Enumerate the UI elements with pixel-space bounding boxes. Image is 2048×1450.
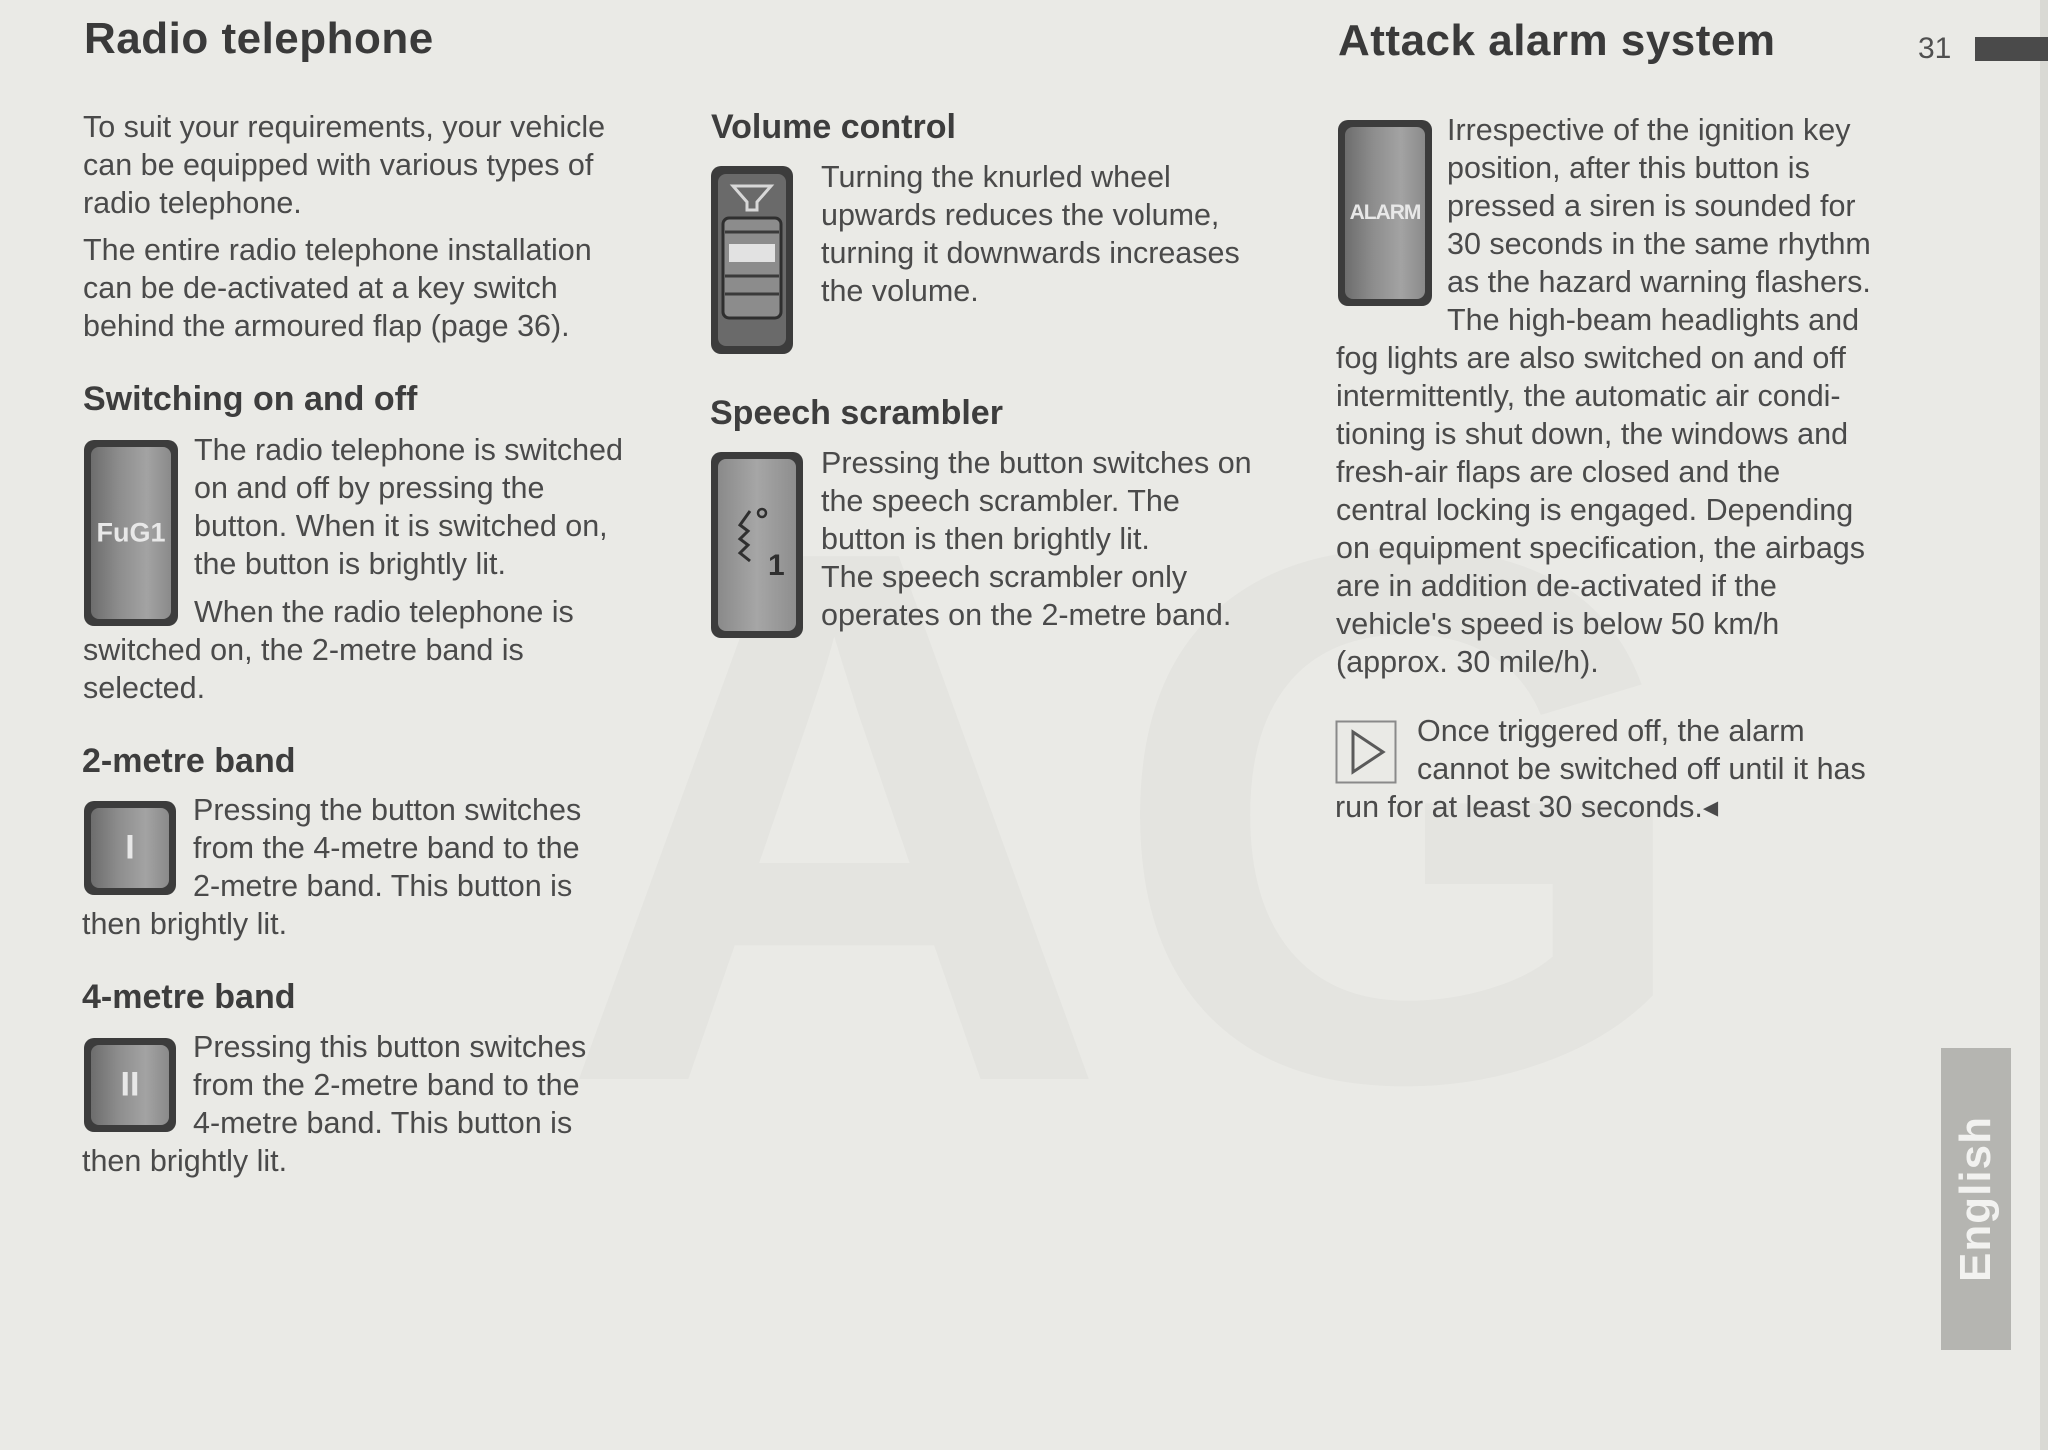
page-marker-bar — [1975, 37, 2048, 61]
volume-wheel-graphic — [711, 166, 793, 354]
band2-icon-label: I — [125, 828, 135, 867]
text-line: the speech scrambler. The — [821, 484, 1180, 518]
volume-text — [821, 158, 1301, 310]
alarm-note-text — [1335, 712, 1955, 826]
text-line: then brightly lit. — [82, 1144, 288, 1178]
text-line: on and off by pressing the — [194, 471, 545, 505]
text-line: radio telephone. — [83, 186, 302, 220]
text-line: on equipment specification, the airbags — [1336, 531, 1865, 565]
radio-intro-paragraph-2 — [83, 231, 683, 345]
attack-alarm-title: Attack alarm system — [1338, 16, 1776, 65]
volume-heading: Volume control — [711, 108, 956, 146]
text-line: as the hazard warning flashers. — [1447, 265, 1871, 299]
page-edge — [2040, 0, 2048, 1450]
text-line: cannot be switched off until it has — [1417, 752, 1866, 786]
text-line: (approx. 30 mile/h). — [1336, 645, 1599, 679]
band4-icon-label: II — [120, 1065, 140, 1104]
language-tab-label: English — [1951, 1116, 2000, 1282]
speech-scrambler-text — [821, 444, 1321, 634]
band2-heading: 2-metre band — [82, 742, 296, 780]
text-line: switched on, the 2-metre band is — [83, 633, 524, 667]
text-line: 4-metre band. This button is — [193, 1106, 573, 1140]
page-number: 31 — [1918, 32, 1952, 65]
text-line: pressed a siren is sounded for — [1447, 189, 1856, 223]
text-line: can be de-activated at a key switch — [83, 271, 558, 305]
text-line: can be equipped with various types of — [83, 148, 594, 182]
text-line: the button is brightly lit. — [194, 547, 506, 581]
text-line: button is then brightly lit. — [821, 522, 1150, 556]
text-line: Pressing the button switches — [193, 793, 582, 827]
text-line: fresh-air flaps are closed and the — [1336, 455, 1781, 489]
alarm-icon-label: ALARM — [1349, 201, 1421, 224]
text-line: Pressing the button switches on — [821, 446, 1252, 480]
text-line: Turning the knurled wheel — [821, 160, 1171, 194]
text-line: run for at least 30 seconds.◂ — [1335, 790, 1719, 824]
text-line: from the 2-metre band to the — [193, 1068, 580, 1102]
text-line: vehicle's speed is below 50 km/h — [1336, 607, 1780, 641]
text-line: the volume. — [821, 274, 979, 308]
radio-intro-paragraph-1 — [83, 108, 683, 222]
text-line: Once triggered off, the alarm — [1417, 714, 1805, 748]
text-line: position, after this button is — [1447, 151, 1810, 185]
text-line: tioning is shut down, the windows and — [1336, 417, 1849, 451]
band4-heading: 4-metre band — [82, 978, 296, 1016]
text-line: operates on the 2-metre band. — [821, 598, 1232, 632]
radio-telephone-title: Radio telephone — [84, 14, 434, 63]
switching-heading: Switching on and off — [83, 380, 418, 418]
text-line: The entire radio telephone installation — [83, 233, 592, 267]
text-line: selected. — [83, 671, 206, 705]
speech-scrambler-button-icon — [711, 452, 803, 638]
switching-text — [83, 431, 703, 707]
text-line: behind the armoured flap (page 36). — [83, 309, 570, 343]
band2-text — [82, 791, 702, 943]
text-line: The radio telephone is switched — [194, 433, 623, 467]
text-line: from the 4-metre band to the — [193, 831, 580, 865]
text-line: To suit your requirements, your vehicle — [83, 110, 606, 144]
speech-icon-label: 1 — [768, 549, 785, 582]
text-line: turning it downwards increases — [821, 236, 1240, 270]
text-line: central locking is engaged. Depending — [1336, 493, 1854, 527]
text-line: 30 seconds in the same rhythm — [1447, 227, 1871, 261]
text-line: upwards reduces the volume, — [821, 198, 1220, 232]
text-line: 2-metre band. This button is — [193, 869, 573, 903]
text-line: fog lights are also switched on and off — [1336, 341, 1846, 375]
text-line: Pressing this button switches — [193, 1030, 587, 1064]
text-line: then brightly lit. — [82, 907, 288, 941]
fug1-icon-label: FuG1 — [96, 517, 166, 548]
alarm-text — [1336, 111, 1956, 681]
speech-scrambler-heading: Speech scrambler — [710, 394, 1003, 432]
language-tab — [1941, 1048, 2011, 1350]
band4-text — [82, 1028, 702, 1180]
text-line: are in addition de-activated if the — [1336, 569, 1777, 603]
text-line: The high-beam headlights and — [1447, 303, 1860, 337]
text-line: intermittently, the automatic air condi- — [1336, 379, 1841, 413]
text-line: Irrespective of the ignition key — [1447, 113, 1851, 147]
volume-wheel-icon — [711, 166, 793, 354]
text-line: button. When it is switched on, — [194, 509, 608, 543]
text-line: The speech scrambler only — [821, 560, 1188, 594]
text-line: When the radio telephone is — [194, 595, 574, 629]
face-profile-glyph — [718, 459, 796, 631]
